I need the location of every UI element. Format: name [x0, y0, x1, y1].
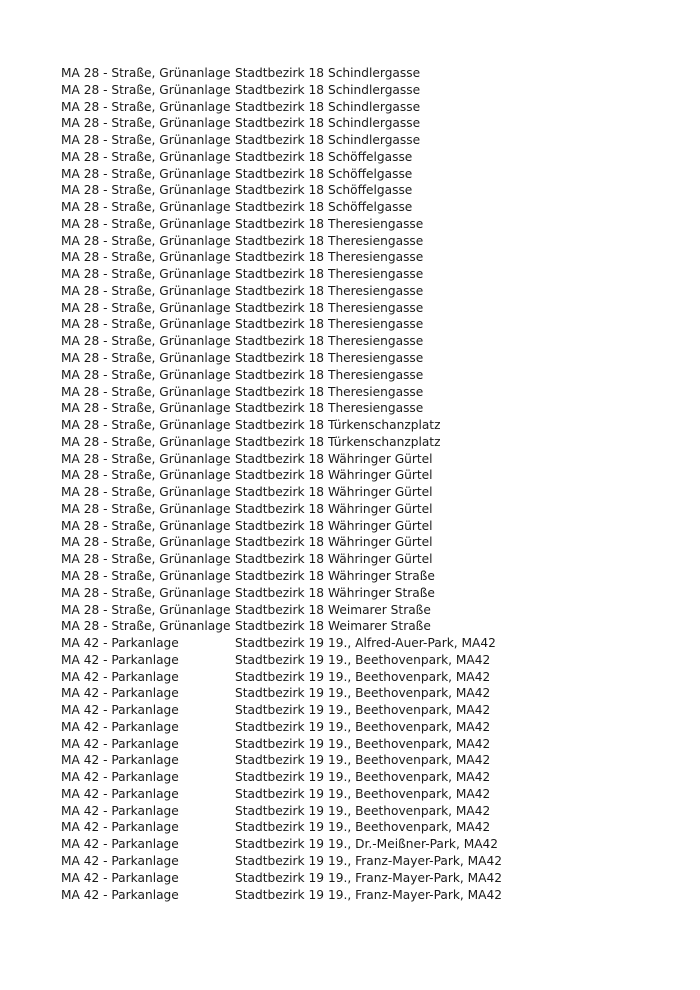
table-row [61, 669, 621, 686]
location-cell: 19., Franz-Mayer-Park, MA42 [328, 870, 503, 885]
table-row [61, 166, 621, 183]
district-cell: Stadtbezirk 18 [235, 82, 324, 97]
location-cell: Theresiengasse [328, 367, 424, 382]
location-cell: Schindlergasse [328, 99, 421, 114]
location-cell: Weimarer Straße [328, 619, 431, 634]
location-cell: Theresiengasse [328, 300, 424, 315]
department-cell: MA 42 - Parkanlage [61, 870, 179, 885]
location-table [61, 65, 621, 903]
table-row [61, 249, 621, 266]
location-cell: Theresiengasse [328, 250, 424, 265]
table-row [61, 451, 621, 468]
department-cell: MA 28 - Straße, Grünanlage [61, 166, 231, 181]
district-cell: Stadtbezirk 19 [235, 870, 324, 885]
location-cell: Währinger Straße [328, 568, 435, 583]
location-cell: 19., Alfred-Auer-Park, MA42 [328, 636, 496, 651]
table-row [61, 333, 621, 350]
table-row [61, 115, 621, 132]
location-cell: Währinger Gürtel [328, 518, 433, 533]
district-cell: Stadtbezirk 19 [235, 770, 324, 785]
location-cell: Schindlergasse [328, 133, 421, 148]
district-cell: Stadtbezirk 18 [235, 334, 324, 349]
location-cell: Theresiengasse [328, 267, 424, 282]
location-cell: Theresiengasse [328, 233, 424, 248]
district-cell: Stadtbezirk 18 [235, 267, 324, 282]
department-cell: MA 28 - Straße, Grünanlage [61, 300, 231, 315]
department-cell: MA 42 - Parkanlage [61, 686, 179, 701]
location-cell: 19., Beethovenpark, MA42 [328, 703, 491, 718]
location-cell: Theresiengasse [328, 334, 424, 349]
district-cell: Stadtbezirk 18 [235, 99, 324, 114]
department-cell: MA 28 - Straße, Grünanlage [61, 384, 231, 399]
location-cell: 19., Beethovenpark, MA42 [328, 770, 491, 785]
table-row [61, 819, 621, 836]
department-cell: MA 42 - Parkanlage [61, 669, 179, 684]
table-row [61, 233, 621, 250]
district-cell: Stadtbezirk 18 [235, 535, 324, 550]
table-row [61, 870, 621, 887]
district-cell: Stadtbezirk 19 [235, 887, 324, 902]
department-cell: MA 42 - Parkanlage [61, 652, 179, 667]
location-cell: Schindlergasse [328, 82, 421, 97]
table-row [61, 786, 621, 803]
district-cell: Stadtbezirk 19 [235, 652, 324, 667]
table-row [61, 769, 621, 786]
location-cell: Theresiengasse [328, 351, 424, 366]
table-row [61, 702, 621, 719]
district-cell: Stadtbezirk 18 [235, 518, 324, 533]
department-cell: MA 28 - Straße, Grünanlage [61, 401, 231, 416]
department-cell: MA 42 - Parkanlage [61, 753, 179, 768]
table-row [61, 719, 621, 736]
district-cell: Stadtbezirk 18 [235, 300, 324, 315]
department-cell: MA 28 - Straße, Grünanlage [61, 434, 231, 449]
department-cell: MA 28 - Straße, Grünanlage [61, 233, 231, 248]
table-row [61, 534, 621, 551]
table-row [61, 803, 621, 820]
location-cell: Theresiengasse [328, 384, 424, 399]
location-cell: Theresiengasse [328, 317, 424, 332]
district-cell: Stadtbezirk 18 [235, 250, 324, 265]
department-cell: MA 28 - Straße, Grünanlage [61, 334, 231, 349]
district-cell: Stadtbezirk 19 [235, 837, 324, 852]
location-cell: Währinger Gürtel [328, 501, 433, 516]
department-cell: MA 28 - Straße, Grünanlage [61, 518, 231, 533]
department-cell: MA 28 - Straße, Grünanlage [61, 451, 231, 466]
location-cell: Währinger Gürtel [328, 451, 433, 466]
location-cell: 19., Dr.-Meißner-Park, MA42 [328, 837, 499, 852]
department-cell: MA 42 - Parkanlage [61, 636, 179, 651]
district-cell: Stadtbezirk 18 [235, 501, 324, 516]
district-cell: Stadtbezirk 18 [235, 149, 324, 164]
table-row [61, 82, 621, 99]
location-cell: 19., Beethovenpark, MA42 [328, 686, 491, 701]
district-cell: Stadtbezirk 18 [235, 317, 324, 332]
location-cell: 19., Beethovenpark, MA42 [328, 786, 491, 801]
table-row [61, 199, 621, 216]
district-cell: Stadtbezirk 18 [235, 66, 324, 80]
location-cell: Währinger Gürtel [328, 468, 433, 483]
location-cell: 19., Franz-Mayer-Park, MA42 [328, 853, 503, 868]
location-cell: Schöffelgasse [328, 183, 413, 198]
table-row [61, 685, 621, 702]
location-cell: 19., Beethovenpark, MA42 [328, 652, 491, 667]
location-cell: Währinger Gürtel [328, 535, 433, 550]
department-cell: MA 28 - Straße, Grünanlage [61, 283, 231, 298]
table-row [61, 602, 621, 619]
location-cell: Schöffelgasse [328, 166, 413, 181]
table-row [61, 384, 621, 401]
table-row [61, 132, 621, 149]
district-cell: Stadtbezirk 18 [235, 602, 324, 617]
location-cell: Schindlergasse [328, 116, 421, 131]
location-cell: Schindlergasse [328, 66, 421, 80]
location-cell: 19., Beethovenpark, MA42 [328, 736, 491, 751]
department-cell: MA 28 - Straße, Grünanlage [61, 552, 231, 567]
district-cell: Stadtbezirk 18 [235, 434, 324, 449]
department-cell: MA 28 - Straße, Grünanlage [61, 568, 231, 583]
location-cell: 19., Beethovenpark, MA42 [328, 669, 491, 684]
department-cell: MA 28 - Straße, Grünanlage [61, 82, 231, 97]
department-cell: MA 28 - Straße, Grünanlage [61, 418, 231, 433]
district-cell: Stadtbezirk 18 [235, 451, 324, 466]
department-cell: MA 28 - Straße, Grünanlage [61, 535, 231, 550]
department-cell: MA 28 - Straße, Grünanlage [61, 485, 231, 500]
department-cell: MA 42 - Parkanlage [61, 703, 179, 718]
table-row [61, 316, 621, 333]
district-cell: Stadtbezirk 19 [235, 686, 324, 701]
table-row [61, 467, 621, 484]
department-cell: MA 28 - Straße, Grünanlage [61, 216, 231, 231]
table-row [61, 836, 621, 853]
location-cell: 19., Beethovenpark, MA42 [328, 753, 491, 768]
table-row [61, 551, 621, 568]
district-cell: Stadtbezirk 19 [235, 753, 324, 768]
table-row [61, 182, 621, 199]
district-cell: Stadtbezirk 18 [235, 216, 324, 231]
location-cell: Schöffelgasse [328, 200, 413, 215]
table-row [61, 518, 621, 535]
table-row [61, 99, 621, 116]
table-row [61, 652, 621, 669]
table-row [61, 266, 621, 283]
district-cell: Stadtbezirk 19 [235, 803, 324, 818]
location-cell: Währinger Gürtel [328, 552, 433, 567]
department-cell: MA 42 - Parkanlage [61, 803, 179, 818]
table-row [61, 484, 621, 501]
department-cell: MA 28 - Straße, Grünanlage [61, 250, 231, 265]
department-cell: MA 28 - Straße, Grünanlage [61, 619, 231, 634]
table-row [61, 736, 621, 753]
district-cell: Stadtbezirk 18 [235, 418, 324, 433]
district-cell: Stadtbezirk 19 [235, 786, 324, 801]
table-row [61, 417, 621, 434]
department-cell: MA 28 - Straße, Grünanlage [61, 133, 231, 148]
department-cell: MA 42 - Parkanlage [61, 887, 179, 902]
district-cell: Stadtbezirk 19 [235, 853, 324, 868]
table-row [61, 300, 621, 317]
department-cell: MA 28 - Straße, Grünanlage [61, 351, 231, 366]
department-cell: MA 28 - Straße, Grünanlage [61, 116, 231, 131]
department-cell: MA 28 - Straße, Grünanlage [61, 501, 231, 516]
department-cell: MA 28 - Straße, Grünanlage [61, 267, 231, 282]
table-row [61, 400, 621, 417]
table-row [61, 216, 621, 233]
table-row [61, 65, 621, 82]
location-cell: Türkenschanzplatz [328, 418, 441, 433]
district-cell: Stadtbezirk 19 [235, 669, 324, 684]
location-cell: Währinger Straße [328, 585, 435, 600]
district-cell: Stadtbezirk 18 [235, 619, 324, 634]
location-cell: Theresiengasse [328, 216, 424, 231]
table-row [61, 283, 621, 300]
location-cell: Türkenschanzplatz [328, 434, 441, 449]
department-cell: MA 42 - Parkanlage [61, 820, 179, 835]
table-row [61, 635, 621, 652]
district-cell: Stadtbezirk 18 [235, 384, 324, 399]
location-cell: 19., Beethovenpark, MA42 [328, 820, 491, 835]
department-cell: MA 28 - Straße, Grünanlage [61, 367, 231, 382]
department-cell: MA 42 - Parkanlage [61, 770, 179, 785]
district-cell: Stadtbezirk 18 [235, 233, 324, 248]
district-cell: Stadtbezirk 18 [235, 133, 324, 148]
department-cell: MA 42 - Parkanlage [61, 837, 179, 852]
department-cell: MA 28 - Straße, Grünanlage [61, 200, 231, 215]
location-cell: Währinger Gürtel [328, 485, 433, 500]
department-cell: MA 28 - Straße, Grünanlage [61, 468, 231, 483]
table-row [61, 501, 621, 518]
department-cell: MA 28 - Straße, Grünanlage [61, 602, 231, 617]
district-cell: Stadtbezirk 18 [235, 283, 324, 298]
table-row [61, 350, 621, 367]
department-cell: MA 28 - Straße, Grünanlage [61, 585, 231, 600]
department-cell: MA 28 - Straße, Grünanlage [61, 99, 231, 114]
table-row [61, 752, 621, 769]
department-cell: MA 28 - Straße, Grünanlage [61, 149, 231, 164]
table-row [61, 618, 621, 635]
district-cell: Stadtbezirk 18 [235, 552, 324, 567]
location-cell: Schöffelgasse [328, 149, 413, 164]
table-row [61, 434, 621, 451]
district-cell: Stadtbezirk 18 [235, 116, 324, 131]
table-row [61, 367, 621, 384]
table-row [61, 568, 621, 585]
location-cell: 19., Beethovenpark, MA42 [328, 803, 491, 818]
district-cell: Stadtbezirk 19 [235, 703, 324, 718]
location-cell: Theresiengasse [328, 283, 424, 298]
district-cell: Stadtbezirk 19 [235, 736, 324, 751]
location-cell: Weimarer Straße [328, 602, 431, 617]
location-cell: 19., Beethovenpark, MA42 [328, 719, 491, 734]
district-cell: Stadtbezirk 18 [235, 200, 324, 215]
district-cell: Stadtbezirk 19 [235, 636, 324, 651]
district-cell: Stadtbezirk 18 [235, 568, 324, 583]
district-cell: Stadtbezirk 18 [235, 367, 324, 382]
department-cell: MA 28 - Straße, Grünanlage [61, 183, 231, 198]
table-row [61, 853, 621, 870]
district-cell: Stadtbezirk 18 [235, 351, 324, 366]
department-cell: MA 28 - Straße, Grünanlage [61, 317, 231, 332]
location-cell: 19., Franz-Mayer-Park, MA42 [328, 887, 503, 902]
department-cell: MA 42 - Parkanlage [61, 853, 179, 868]
district-cell: Stadtbezirk 19 [235, 820, 324, 835]
location-cell: Theresiengasse [328, 401, 424, 416]
department-cell: MA 42 - Parkanlage [61, 786, 179, 801]
district-cell: Stadtbezirk 19 [235, 719, 324, 734]
district-cell: Stadtbezirk 18 [235, 468, 324, 483]
department-cell: MA 42 - Parkanlage [61, 736, 179, 751]
district-cell: Stadtbezirk 18 [235, 401, 324, 416]
table-row [61, 149, 621, 166]
department-cell: MA 42 - Parkanlage [61, 719, 179, 734]
district-cell: Stadtbezirk 18 [235, 166, 324, 181]
district-cell: Stadtbezirk 18 [235, 485, 324, 500]
table-row [61, 585, 621, 602]
table-row [61, 887, 621, 904]
district-cell: Stadtbezirk 18 [235, 183, 324, 198]
district-cell: Stadtbezirk 18 [235, 585, 324, 600]
department-cell: MA 28 - Straße, Grünanlage [61, 66, 231, 80]
